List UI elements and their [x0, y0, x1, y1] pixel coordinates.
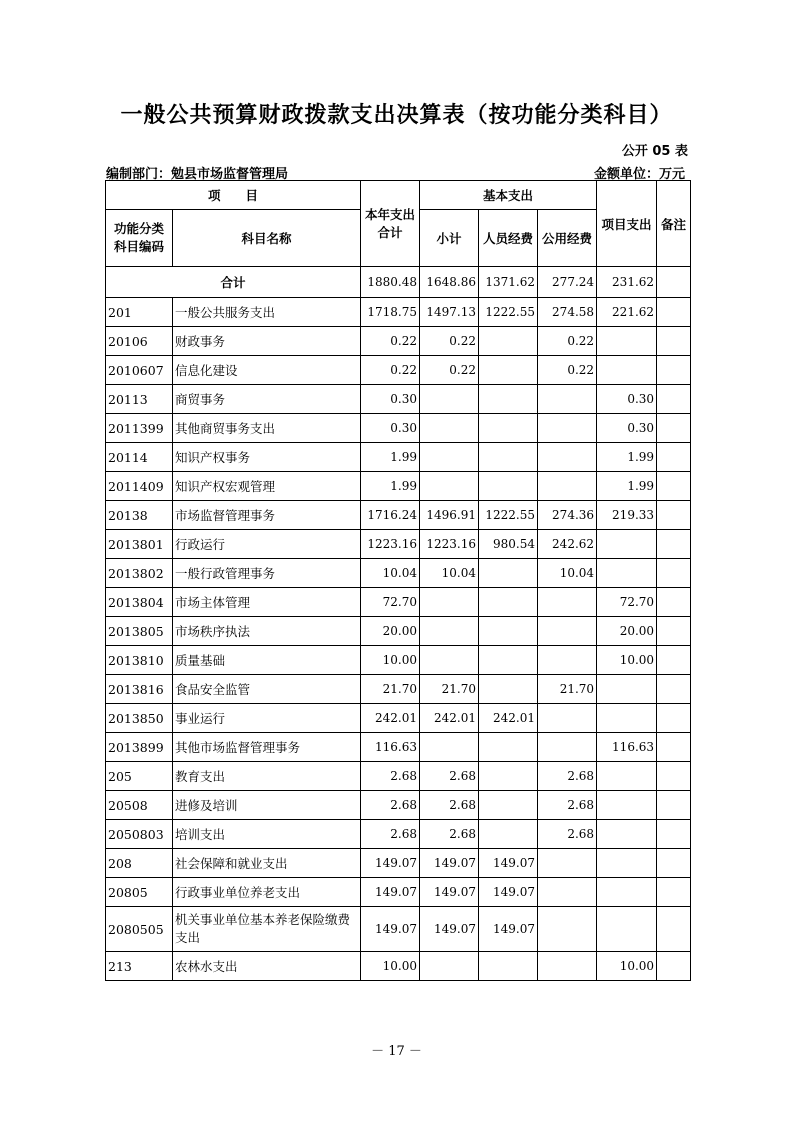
cell-personnel: 1222.55 [479, 298, 538, 327]
cell-public [538, 472, 597, 501]
cell-subtotal: 0.22 [420, 327, 479, 356]
cell-project: 20.00 [597, 617, 657, 646]
cell-subject-name: 一般行政管理事务 [173, 559, 361, 588]
table-row [106, 952, 691, 981]
table-row [106, 820, 691, 849]
cell-public: 2.68 [538, 820, 597, 849]
cell-subtotal: 0.22 [420, 356, 479, 385]
cell-subtotal [420, 617, 479, 646]
department-label: 编制部门：勉县市场监督管理局 [106, 167, 289, 182]
cell-subject-name: 进修及培训 [173, 791, 361, 820]
cell-personnel [479, 559, 538, 588]
total-personnel: 1371.62 [479, 267, 538, 298]
cell-annual-total: 0.30 [361, 385, 420, 414]
cell-project: 10.00 [597, 646, 657, 675]
cell-code: 208 [106, 849, 173, 878]
page-title: 一般公共预算财政拨款支出决算表（按功能分类科目） [120, 103, 673, 128]
header-subtotal: 小计 [420, 210, 479, 267]
cell-personnel [479, 952, 538, 981]
cell-remarks [657, 762, 691, 791]
cell-annual-total: 10.04 [361, 559, 420, 588]
cell-public [538, 907, 597, 952]
cell-public [538, 385, 597, 414]
cell-subject-name: 其他商贸事务支出 [173, 414, 361, 443]
cell-remarks [657, 704, 691, 733]
cell-project [597, 675, 657, 704]
cell-project [597, 704, 657, 733]
cell-subtotal: 1496.91 [420, 501, 479, 530]
cell-subject-name: 商贸事务 [173, 385, 361, 414]
header-subject-name: 科目名称 [173, 210, 361, 267]
cell-subject-name: 行政事业单位养老支出 [173, 878, 361, 907]
cell-personnel [479, 472, 538, 501]
cell-subtotal [420, 588, 479, 617]
cell-project [597, 559, 657, 588]
cell-subject-name: 财政事务 [173, 327, 361, 356]
cell-annual-total: 2.68 [361, 820, 420, 849]
cell-annual-total: 1718.75 [361, 298, 420, 327]
cell-personnel: 1222.55 [479, 501, 538, 530]
cell-annual-total: 149.07 [361, 878, 420, 907]
table-row [106, 385, 691, 414]
cell-personnel [479, 327, 538, 356]
cell-project: 116.63 [597, 733, 657, 762]
cell-annual-total: 149.07 [361, 907, 420, 952]
cell-annual-total: 242.01 [361, 704, 420, 733]
cell-subject-name: 事业运行 [173, 704, 361, 733]
cell-subtotal: 149.07 [420, 907, 479, 952]
cell-subtotal [420, 472, 479, 501]
cell-remarks [657, 298, 691, 327]
cell-code: 2013899 [106, 733, 173, 762]
cell-personnel [479, 820, 538, 849]
cell-code: 20114 [106, 443, 173, 472]
cell-subtotal: 2.68 [420, 820, 479, 849]
cell-subtotal: 149.07 [420, 849, 479, 878]
cell-subject-name: 教育支出 [173, 762, 361, 791]
cell-public: 21.70 [538, 675, 597, 704]
cell-public: 0.22 [538, 356, 597, 385]
cell-remarks [657, 820, 691, 849]
header-public: 公用经费 [538, 210, 597, 267]
cell-public [538, 878, 597, 907]
cell-subtotal: 21.70 [420, 675, 479, 704]
table-row [106, 704, 691, 733]
cell-annual-total: 2.68 [361, 791, 420, 820]
cell-project: 1.99 [597, 443, 657, 472]
cell-public: 0.22 [538, 327, 597, 356]
cell-code: 20508 [106, 791, 173, 820]
cell-subject-name: 机关事业单位基本养老保险缴费支出 [173, 907, 361, 952]
cell-personnel: 980.54 [479, 530, 538, 559]
cell-subtotal: 242.01 [420, 704, 479, 733]
cell-remarks [657, 414, 691, 443]
cell-public [538, 704, 597, 733]
total-subtotal: 1648.86 [420, 267, 479, 298]
cell-code: 2013805 [106, 617, 173, 646]
cell-project: 72.70 [597, 588, 657, 617]
total-public: 277.24 [538, 267, 597, 298]
cell-subtotal: 1223.16 [420, 530, 479, 559]
cell-code: 20113 [106, 385, 173, 414]
table-row [106, 501, 691, 530]
cell-remarks [657, 588, 691, 617]
cell-subject-name: 市场主体管理 [173, 588, 361, 617]
cell-code: 2011399 [106, 414, 173, 443]
cell-annual-total: 21.70 [361, 675, 420, 704]
cell-project: 0.30 [597, 414, 657, 443]
cell-subject-name: 社会保障和就业支出 [173, 849, 361, 878]
cell-subject-name: 农林水支出 [173, 952, 361, 981]
cell-remarks [657, 472, 691, 501]
cell-annual-total: 0.22 [361, 327, 420, 356]
cell-public [538, 443, 597, 472]
cell-personnel: 149.07 [479, 907, 538, 952]
cell-personnel: 149.07 [479, 878, 538, 907]
cell-project: 0.30 [597, 385, 657, 414]
cell-subtotal [420, 414, 479, 443]
cell-personnel: 242.01 [479, 704, 538, 733]
cell-remarks [657, 501, 691, 530]
cell-personnel: 149.07 [479, 849, 538, 878]
cell-public [538, 414, 597, 443]
total-row [106, 267, 691, 298]
table-row [106, 443, 691, 472]
cell-remarks [657, 559, 691, 588]
cell-subject-name: 培训支出 [173, 820, 361, 849]
page-number: － 17 － [371, 1044, 422, 1059]
cell-subtotal: 10.04 [420, 559, 479, 588]
cell-annual-total: 2.68 [361, 762, 420, 791]
cell-project: 10.00 [597, 952, 657, 981]
header-basic-expenditure: 基本支出 [420, 181, 597, 210]
cell-subtotal [420, 646, 479, 675]
cell-annual-total: 10.00 [361, 646, 420, 675]
table-row [106, 791, 691, 820]
table-row [106, 733, 691, 762]
cell-code: 2050803 [106, 820, 173, 849]
cell-project [597, 878, 657, 907]
cell-subtotal [420, 952, 479, 981]
cell-project: 219.33 [597, 501, 657, 530]
cell-annual-total: 72.70 [361, 588, 420, 617]
cell-subject-name: 食品安全监管 [173, 675, 361, 704]
cell-project [597, 791, 657, 820]
header-item: 项 目 [106, 181, 361, 210]
header-remarks: 备注 [657, 181, 691, 267]
cell-code: 20106 [106, 327, 173, 356]
cell-project [597, 356, 657, 385]
header-annual-total: 本年支出合计 [361, 181, 420, 267]
cell-remarks [657, 617, 691, 646]
cell-code: 20138 [106, 501, 173, 530]
table-row [106, 762, 691, 791]
cell-remarks [657, 675, 691, 704]
cell-remarks [657, 907, 691, 952]
cell-remarks [657, 530, 691, 559]
cell-remarks [657, 849, 691, 878]
table-row [106, 472, 691, 501]
cell-annual-total: 0.22 [361, 356, 420, 385]
cell-remarks [657, 327, 691, 356]
cell-code: 2010607 [106, 356, 173, 385]
cell-code: 20805 [106, 878, 173, 907]
table-row [106, 617, 691, 646]
cell-subject-name: 一般公共服务支出 [173, 298, 361, 327]
table-row [106, 588, 691, 617]
cell-subtotal: 149.07 [420, 878, 479, 907]
table-body [106, 267, 691, 981]
cell-remarks [657, 356, 691, 385]
cell-annual-total: 1.99 [361, 472, 420, 501]
table-row [106, 559, 691, 588]
table-row [106, 878, 691, 907]
cell-remarks [657, 733, 691, 762]
total-annual: 1880.48 [361, 267, 420, 298]
cell-personnel [479, 385, 538, 414]
cell-annual-total: 1223.16 [361, 530, 420, 559]
cell-personnel [479, 414, 538, 443]
cell-subject-name: 信息化建设 [173, 356, 361, 385]
cell-subject-name: 市场监督管理事务 [173, 501, 361, 530]
cell-subtotal [420, 443, 479, 472]
cell-personnel [479, 443, 538, 472]
table-row [106, 849, 691, 878]
budget-table [105, 180, 691, 981]
cell-personnel [479, 675, 538, 704]
cell-project [597, 849, 657, 878]
cell-remarks [657, 443, 691, 472]
form-number: 公开 05 表 [621, 144, 688, 159]
cell-subtotal: 2.68 [420, 762, 479, 791]
cell-project [597, 327, 657, 356]
cell-personnel [479, 733, 538, 762]
cell-subtotal [420, 385, 479, 414]
cell-code: 2013802 [106, 559, 173, 588]
cell-code: 2013850 [106, 704, 173, 733]
cell-public [538, 952, 597, 981]
cell-code: 2013816 [106, 675, 173, 704]
cell-annual-total: 149.07 [361, 849, 420, 878]
cell-public [538, 588, 597, 617]
unit-label: 金额单位：万元 [593, 167, 685, 182]
cell-code: 2011409 [106, 472, 173, 501]
cell-project: 221.62 [597, 298, 657, 327]
cell-code: 2013801 [106, 530, 173, 559]
cell-project: 1.99 [597, 472, 657, 501]
cell-public [538, 849, 597, 878]
table-row [106, 530, 691, 559]
table-row [106, 646, 691, 675]
cell-personnel [479, 791, 538, 820]
cell-subject-name: 知识产权宏观管理 [173, 472, 361, 501]
table-row [106, 907, 691, 952]
cell-public: 10.04 [538, 559, 597, 588]
cell-project [597, 820, 657, 849]
cell-subject-name: 行政运行 [173, 530, 361, 559]
table-row [106, 327, 691, 356]
table-row [106, 356, 691, 385]
cell-remarks [657, 791, 691, 820]
cell-code: 2080505 [106, 907, 173, 952]
total-project: 231.62 [597, 267, 657, 298]
cell-project [597, 907, 657, 952]
cell-personnel [479, 762, 538, 791]
header-project-expenditure: 项目支出 [597, 181, 657, 267]
table-row [106, 675, 691, 704]
cell-public: 242.62 [538, 530, 597, 559]
cell-public [538, 733, 597, 762]
cell-public: 2.68 [538, 791, 597, 820]
cell-subtotal: 2.68 [420, 791, 479, 820]
cell-annual-total: 116.63 [361, 733, 420, 762]
cell-public: 274.58 [538, 298, 597, 327]
cell-subject-name: 知识产权事务 [173, 443, 361, 472]
cell-personnel [479, 617, 538, 646]
cell-personnel [479, 588, 538, 617]
cell-code: 201 [106, 298, 173, 327]
table-row [106, 298, 691, 327]
cell-annual-total: 1.99 [361, 443, 420, 472]
cell-subject-name: 质量基础 [173, 646, 361, 675]
cell-annual-total: 10.00 [361, 952, 420, 981]
cell-annual-total: 1716.24 [361, 501, 420, 530]
cell-code: 205 [106, 762, 173, 791]
cell-code: 213 [106, 952, 173, 981]
cell-public [538, 617, 597, 646]
cell-subject-name: 其他市场监督管理事务 [173, 733, 361, 762]
cell-annual-total: 20.00 [361, 617, 420, 646]
table-row [106, 414, 691, 443]
cell-personnel [479, 356, 538, 385]
cell-public [538, 646, 597, 675]
cell-remarks [657, 646, 691, 675]
cell-annual-total: 0.30 [361, 414, 420, 443]
cell-subtotal [420, 733, 479, 762]
cell-remarks [657, 878, 691, 907]
cell-public: 2.68 [538, 762, 597, 791]
total-label: 合计 [106, 267, 361, 298]
header-function-code: 功能分类科目编码 [106, 210, 173, 267]
cell-project [597, 762, 657, 791]
cell-public: 274.36 [538, 501, 597, 530]
cell-code: 2013810 [106, 646, 173, 675]
cell-subject-name: 市场秩序执法 [173, 617, 361, 646]
cell-remarks [657, 952, 691, 981]
cell-subtotal: 1497.13 [420, 298, 479, 327]
cell-personnel [479, 646, 538, 675]
header-personnel: 人员经费 [479, 210, 538, 267]
total-remarks [657, 267, 691, 298]
cell-project [597, 530, 657, 559]
cell-remarks [657, 385, 691, 414]
cell-code: 2013804 [106, 588, 173, 617]
